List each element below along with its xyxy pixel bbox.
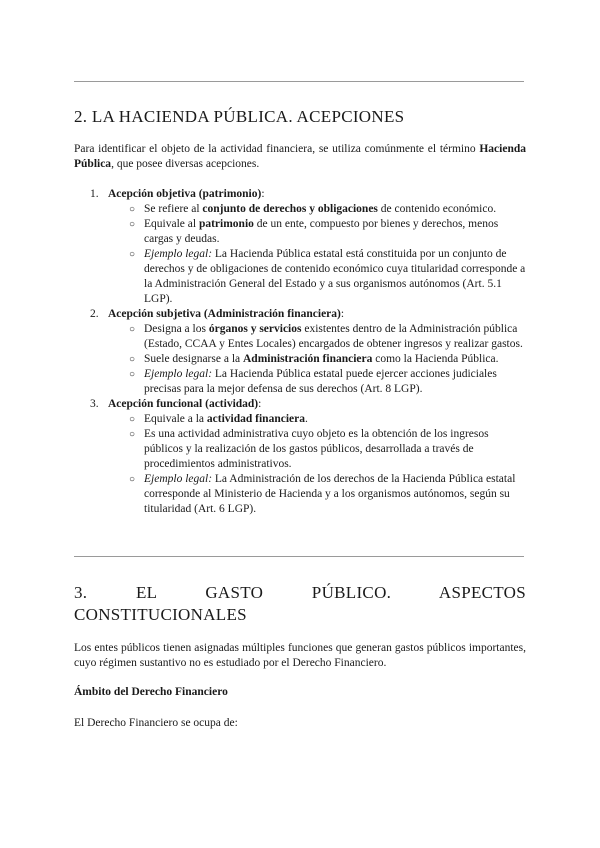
- sub-list: [74, 202, 526, 307]
- sub-text: .: [304, 413, 308, 425]
- acepciones-list: [74, 187, 526, 517]
- item-title: Acepción funcional (actividad): [108, 398, 259, 410]
- sub-item: [74, 217, 526, 247]
- circle-bullet-icon: ○: [129, 249, 136, 260]
- list-item: [74, 397, 526, 412]
- circle-bullet-icon: ○: [129, 429, 136, 440]
- circle-bullet-icon: ○: [129, 219, 136, 230]
- sub-text: Equivale a la: [144, 413, 207, 425]
- section2-intro: [74, 142, 526, 172]
- intro-text-pre: Para identificar el objeto de la actividad financiera, se utiliza comúnmente el término: [74, 143, 476, 155]
- section3-para: El Derecho Financiero se ocupa de:: [74, 717, 238, 729]
- circle-bullet-icon: ○: [129, 414, 136, 425]
- sub-item: [74, 472, 526, 517]
- item-colon: :: [258, 398, 262, 410]
- section3-intro: Los entes públicos tienen asignadas múltiples funciones que generan gastos públicos importantes, cuyo régimen sustantivo no es estudiado por el Derecho Financiero.: [74, 642, 526, 669]
- sub-text: Designa a los: [144, 323, 209, 335]
- sub-text: de contenido económico.: [377, 203, 497, 215]
- sub-text: La Administración de los derechos de la Hacienda Pública estatal corresponde al Ministerio de Hacienda y a los organismos autónomos, según su titularidad (Art. 6 LGP).: [144, 473, 516, 515]
- horizontal-rule-middle: [74, 556, 524, 557]
- sub-italic: Ejemplo legal:: [144, 368, 213, 380]
- sub-item: [74, 247, 526, 307]
- list-item: [74, 307, 526, 322]
- item-colon: :: [261, 188, 265, 200]
- list-number: 1.: [90, 188, 99, 200]
- section2-heading: 2. LA HACIENDA PÚBLICA. ACEPCIONES: [74, 107, 405, 126]
- sub-text: La Hacienda Pública estatal puede ejercer acciones judiciales precisas para la mejor defensa de sus derechos (Art. 8 LGP).: [144, 368, 497, 395]
- item-title: Acepción subjetiva (Administración financiera): [108, 308, 341, 320]
- circle-bullet-icon: ○: [129, 324, 136, 335]
- circle-bullet-icon: ○: [129, 474, 136, 485]
- sub-text: Suele designarse a la: [144, 353, 243, 365]
- sub-bold: órganos y servicios: [208, 323, 302, 335]
- item-title: Acepción objetiva (patrimonio): [108, 188, 262, 200]
- list-number: 3.: [90, 398, 99, 410]
- sub-item: [74, 202, 526, 217]
- intro-text-post: , que posee diversas acepciones.: [111, 158, 260, 170]
- sub-italic: Ejemplo legal:: [144, 473, 213, 485]
- section3-subheading: Ámbito del Derecho Financiero: [74, 686, 228, 698]
- sub-item: [74, 412, 526, 427]
- circle-bullet-icon: ○: [129, 354, 136, 365]
- sub-bold: patrimonio: [198, 218, 254, 230]
- list-number: 2.: [90, 308, 99, 320]
- sub-bold: Administración financiera: [243, 353, 373, 365]
- sub-item: [74, 427, 526, 472]
- sub-list: [74, 322, 526, 397]
- sub-text: Es una actividad administrativa cuyo objeto es la obtención de los ingresos públicos y la realización de los gastos públicos, desarrollada a través de procedimientos administrativos.: [144, 428, 489, 470]
- sub-item: [74, 367, 526, 397]
- horizontal-rule-top: [74, 81, 524, 82]
- sub-item: [74, 322, 526, 352]
- sub-text: Se refiere al: [144, 203, 203, 215]
- sub-text: como la Hacienda Pública.: [372, 353, 499, 365]
- sub-list: [74, 412, 526, 517]
- list-item: [74, 187, 526, 202]
- sub-text: de un ente, compuesto por bienes y derechos, menos cargas y deudas.: [144, 218, 499, 245]
- section3-heading-line2: CONSTITUCIONALES: [74, 605, 247, 624]
- sub-text: Equivale al: [144, 218, 199, 230]
- sub-text: La Hacienda Pública estatal está constituida por un conjunto de derechos y de obligaciones de contenido económico cuya titularidad corresponde a la Administración General del Estado y a sus organismos autónomos (Art. 5.1 LGP).: [144, 248, 526, 305]
- section3-heading-line1: 3. EL GASTO PÚBLICO. ASPECTOS: [74, 583, 526, 602]
- sub-text: existentes dentro de la Administración pública (Estado, CCAA y Entes Locales) encargados de obtener ingresos y realizar gastos.: [144, 323, 523, 350]
- intro-bold-term: Hacienda Pública: [74, 143, 526, 170]
- sub-bold: conjunto de derechos y obligaciones: [202, 203, 378, 215]
- circle-bullet-icon: ○: [129, 369, 136, 380]
- circle-bullet-icon: ○: [129, 204, 136, 215]
- sub-italic: Ejemplo legal:: [144, 248, 213, 260]
- sub-item: [74, 352, 526, 367]
- section3-heading: [74, 582, 526, 626]
- sub-bold: actividad financiera: [206, 413, 305, 425]
- item-colon: :: [340, 308, 345, 320]
